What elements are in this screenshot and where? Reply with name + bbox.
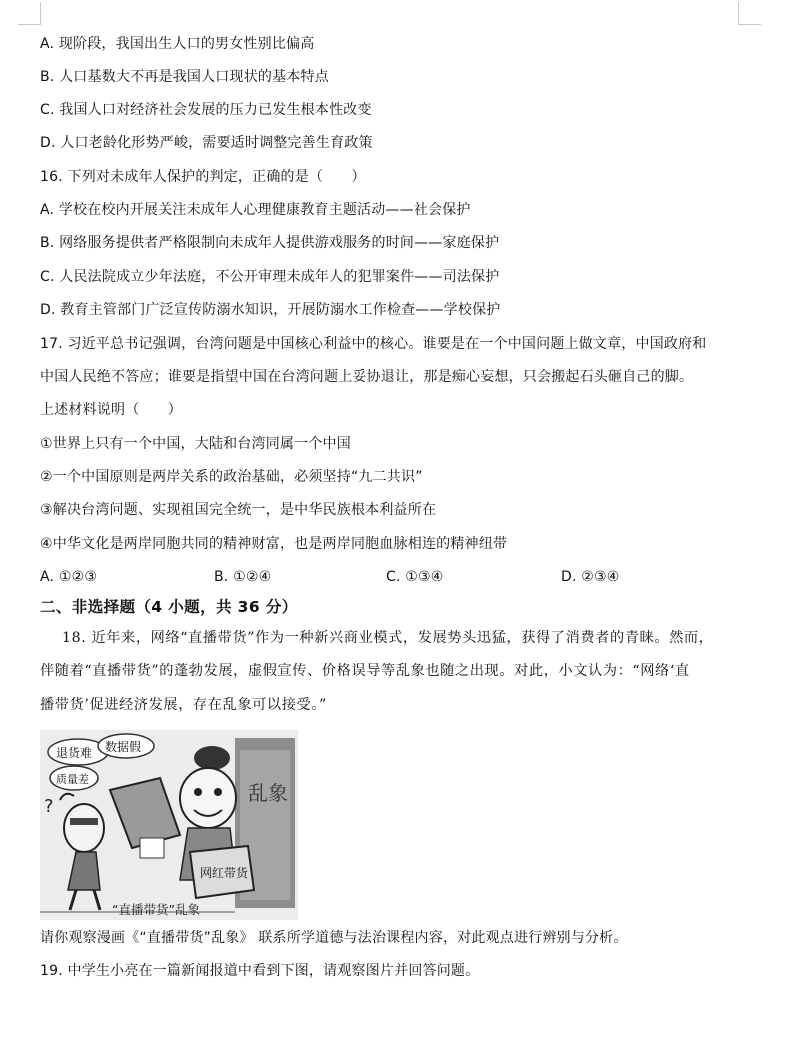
q17-statement-1: ①世界上只有一个中国，大陆和台湾同属一个中国	[40, 436, 351, 452]
q17-statement-3: ③解决台湾问题、实现祖国完全统一，是中华民族根本利益所在	[40, 502, 437, 518]
q18-stem-line3: 播带货’促进经济发展，存在乱象可以接受。”	[40, 697, 327, 713]
q17-option-d: D. ②③④	[561, 569, 620, 585]
bubble-return-hard: 退货难	[56, 746, 93, 760]
q16-option-a: A. 学校在校内开展关注未成年人心理健康教育主题活动——社会保护	[40, 202, 471, 218]
q18-stem-line1: 18. 近年来，网络“直播带货”作为一种新兴商业模式，发展势头迅猛，获得了消费者的青睐。然而，	[62, 630, 714, 646]
q16-option-b: B. 网络服务提供者严格限制向未成年人提供游戏服务的时间——家庭保护	[40, 235, 500, 251]
bubble-fake-data: 数据假	[105, 740, 142, 754]
cartoon-side-text: 乱象	[248, 781, 288, 805]
q15-option-d: D. 人口老龄化形势严峻，需要适时调整完善生育政策	[40, 135, 373, 151]
section-2-heading: 二、非选择题（4 小题，共 36 分）	[40, 598, 298, 616]
livestream-cartoon-image	[40, 730, 298, 920]
cartoon-drawing	[40, 730, 298, 920]
q17-option-a: A. ①②③	[40, 569, 98, 585]
q17-statement-2: ②一个中国原则是两岸关系的政治基础，必须坚持“九二共识”	[40, 469, 423, 485]
q19-stem: 19. 中学生小亮在一篇新闻报道中看到下图，请观察图片并回答问题。	[40, 963, 480, 979]
q16-option-c: C. 人民法院成立少年法庭，不公开审理未成年人的犯罪案件——司法保护	[40, 269, 500, 285]
bubble-poor-quality: 质量差	[56, 773, 89, 786]
q17-options-row	[40, 568, 740, 586]
q17-stem-line3: 上述材料说明（ ）	[40, 402, 182, 418]
q18-task: 请你观察漫画《“直播带货”乱象》 联系所学道德与法治课程内容，对此观点进行辨别与分析。	[40, 930, 628, 946]
svg-text:?: ?	[44, 796, 54, 817]
cartoon-box-text: 网红带货	[200, 866, 249, 880]
crop-mark-right	[738, 2, 761, 25]
crop-mark-left	[18, 2, 41, 25]
q16-option-d: D. 教育主管部门广泛宣传防溺水知识，开展防溺水工作检查——学校保护	[40, 302, 501, 318]
q15-option-b: B. 人口基数大不再是我国人口现状的基本特点	[40, 69, 329, 85]
q17-option-b: B. ①②④	[214, 569, 272, 585]
q17-option-c: C. ①③④	[386, 569, 444, 585]
q15-option-a: A. 现阶段，我国出生人口的男女性别比偏高	[40, 36, 315, 52]
cartoon-caption: “直播带货”乱象	[112, 902, 200, 917]
q17-statement-4: ④中华文化是两岸同胞共同的精神财富，也是两岸同胞血脉相连的精神纽带	[40, 536, 508, 552]
q17-stem-line2: 中国人民绝不答应；谁要是指望中国在台湾问题上妥协退让，那是痴心妄想，只会搬起石头砸自己的脚。	[40, 369, 694, 385]
q16-stem: 16. 下列对未成年人保护的判定，正确的是（ ）	[40, 169, 366, 185]
q15-option-c: C. 我国人口对经济社会发展的压力已发生根本性改变	[40, 102, 372, 118]
q18-stem-line2: 伴随着“直播带货”的蓬勃发展，虚假宣传、价格误导等乱象也随之出现。对此，小文认为：“网络‘直	[40, 663, 690, 679]
q17-stem-line1: 17. 习近平总书记强调，台湾问题是中国核心利益中的核心。谁要是在一个中国问题上做文章，中国政府和	[40, 336, 707, 352]
